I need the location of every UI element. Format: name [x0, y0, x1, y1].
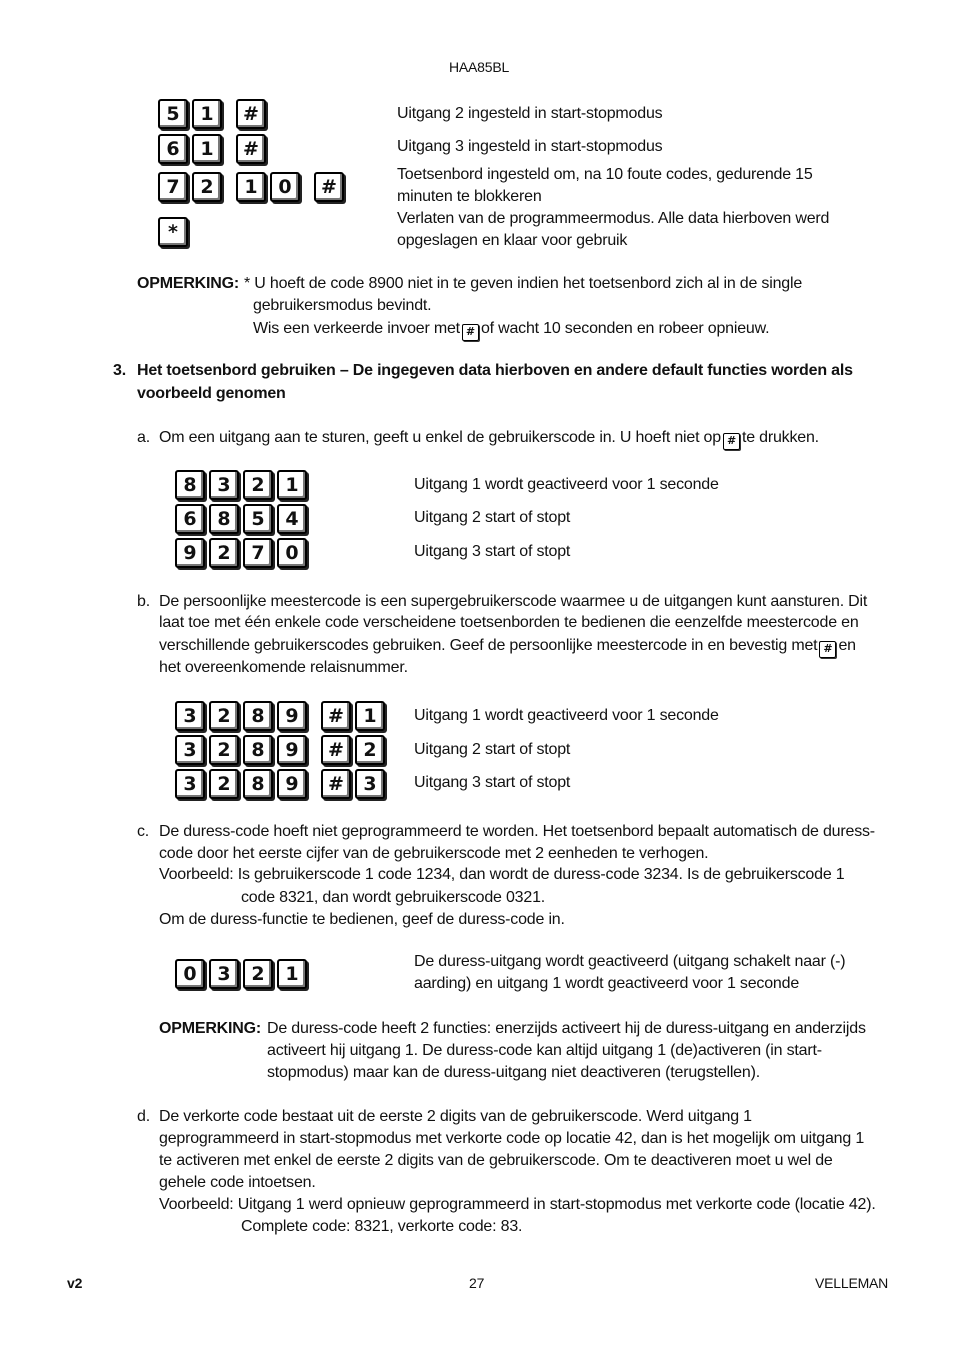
- row-description-line2: aarding) en uitgang 1 wordt geactiveerd voor 1 seconde: [414, 975, 800, 992]
- row-description: Uitgang 3 start of stopt: [414, 774, 571, 791]
- row-description: Uitgang 3 start of stopt: [414, 543, 571, 560]
- footer-brand: VELLEMAN: [815, 1275, 889, 1291]
- key: 2: [355, 735, 385, 765]
- note-label: OPMERKING:: [159, 1020, 262, 1037]
- row-description-line1: Toetsenbord ingesteld om, na 10 foute codes, gedurende 15: [397, 166, 813, 183]
- key-1: 1: [192, 134, 222, 164]
- key: 2: [243, 959, 273, 989]
- key-hash: #: [314, 172, 344, 202]
- key: 8: [209, 504, 239, 534]
- key: 3: [175, 769, 205, 799]
- key: 8: [243, 735, 273, 765]
- key: 1: [355, 701, 385, 731]
- key: 9: [277, 769, 307, 799]
- key: 4: [277, 504, 307, 534]
- note-line: stopmodus) maar kan de duress-uitgang niet deactiveren (terugstellen).: [267, 1064, 760, 1081]
- keypad-sequence: [175, 538, 311, 568]
- item-text: De verkorte code bestaat uit de eerste 2 digits van de gebruikerscode. Werd uitgang 1: [159, 1108, 752, 1125]
- key-7: 7: [158, 172, 188, 202]
- item-text: te activeren met enkel de eerste 2 digits van de gebruikerscode. Om te deactiveren moet u wel de: [159, 1152, 833, 1169]
- note-line: gebruikersmodus bevindt.: [253, 297, 432, 314]
- key: 2: [209, 701, 239, 731]
- item-text: code 8321, dan wordt gebruikerscode 0321.: [241, 889, 546, 906]
- key-hash: #: [236, 99, 266, 129]
- keypad-sequence: [175, 735, 389, 765]
- key: 3: [355, 769, 385, 799]
- row-description: Uitgang 2 start of stopt: [414, 509, 571, 526]
- hash-key-icon: #: [462, 324, 479, 341]
- item-text: [159, 635, 856, 658]
- page-number: 27: [469, 1275, 485, 1291]
- keypad-sequence-star: [158, 217, 192, 247]
- key: 5: [243, 504, 273, 534]
- item-text: laat toe met één enkele code verscheidene toetsenborden te bedienen die eenzelfde meestercode en: [159, 614, 859, 631]
- hash-key-icon: #: [723, 433, 740, 450]
- key-6: 6: [158, 134, 188, 164]
- key-5: 5: [158, 99, 188, 129]
- item-text: [159, 427, 819, 450]
- note-line: * U hoeft de code 8900 niet in te geven indien het toetsenbord zich al in de single: [244, 275, 803, 292]
- key: 8: [243, 769, 273, 799]
- key: 2: [209, 538, 239, 568]
- key: 3: [175, 735, 205, 765]
- item-text: code door het eerste cijfer van de gebruikerscode met 2 eenheden te verhogen.: [159, 845, 709, 862]
- key-hash: #: [236, 134, 266, 164]
- section-title: voorbeeld genomen: [137, 385, 286, 402]
- section-number: 3.: [113, 362, 126, 379]
- key: 2: [243, 470, 273, 500]
- key: 3: [175, 701, 205, 731]
- row-description: Uitgang 2 start of stopt: [414, 741, 571, 758]
- note-line: [253, 318, 769, 341]
- note-line: activeert hij uitgang 1. De duress-code kan altijd uitgang 1 (de)activeren (in start-: [267, 1042, 822, 1059]
- hash-key-icon: #: [819, 641, 836, 658]
- keypad-sequence-61: [158, 134, 270, 164]
- key-hash: #: [321, 701, 351, 731]
- key-2: 2: [192, 172, 222, 202]
- row-description-line2: opgeslagen en klaar voor gebruik: [397, 232, 628, 249]
- item-text: De duress-code hoeft niet geprogrammeerd te worden. Het toetsenbord bepaalt automatisch de duress-: [159, 823, 875, 840]
- key-star: *: [158, 217, 188, 247]
- key: 8: [243, 701, 273, 731]
- key: 0: [277, 538, 307, 568]
- keypad-sequence: [175, 769, 389, 799]
- key: 9: [277, 701, 307, 731]
- item-text-part: te drukken.: [741, 429, 819, 446]
- document-header: HAA85BL: [449, 59, 510, 75]
- key: 2: [209, 769, 239, 799]
- key: 9: [277, 735, 307, 765]
- section-title: Het toetsenbord gebruiken – De ingegeven data hierboven en andere default functies worden als: [137, 362, 853, 379]
- keypad-sequence: [175, 504, 311, 534]
- item-text-part: verschillende gebruikerscodes gebruiken. Geef de persoonlijke meestercode in en bevestig met: [159, 637, 818, 654]
- key: 3: [209, 470, 239, 500]
- key-1: 1: [192, 99, 222, 129]
- keypad-sequence-duress: [175, 959, 311, 989]
- key: 1: [277, 959, 307, 989]
- keypad-sequence: [175, 470, 311, 500]
- item-text: het overeenkomende relaisnummer.: [159, 659, 408, 676]
- keypad-sequence: [175, 701, 389, 731]
- note-label: OPMERKING:: [137, 275, 240, 292]
- key: 8: [175, 470, 205, 500]
- key: 7: [243, 538, 273, 568]
- item-marker: c.: [137, 823, 150, 840]
- item-text: Complete code: 8321, verkorte code: 83.: [241, 1218, 523, 1235]
- key: 1: [277, 470, 307, 500]
- row-description: Uitgang 1 wordt geactiveerd voor 1 seconde: [414, 476, 719, 493]
- key: 2: [209, 735, 239, 765]
- footer-version: v2: [67, 1275, 83, 1291]
- item-text: gehele code intoetsen.: [159, 1174, 316, 1191]
- item-text-part: en: [838, 637, 856, 654]
- key: 0: [175, 959, 205, 989]
- key-0: 0: [270, 172, 300, 202]
- item-text: De persoonlijke meestercode is een supergebruikerscode waarmee u de uitgangen kunt aansturen. Dit: [159, 593, 868, 610]
- keypad-sequence-7210: [158, 172, 348, 202]
- item-text-part: Om een uitgang aan te sturen, geeft u enkel de gebruikerscode in. U hoeft niet op: [159, 429, 721, 446]
- keypad-sequence-51: [158, 99, 270, 129]
- note-text: Wis een verkeerde invoer met: [253, 320, 460, 337]
- item-text: Voorbeeld: Is gebruikerscode 1 code 1234, dan wordt de duress-code 3234. Is de gebruikerscode 1: [159, 866, 845, 883]
- item-marker: d.: [137, 1108, 150, 1125]
- row-description: Uitgang 1 wordt geactiveerd voor 1 seconde: [414, 707, 719, 724]
- row-description-line1: Verlaten van de programmeermodus. Alle data hierboven werd: [397, 210, 830, 227]
- item-marker: b.: [137, 593, 150, 610]
- note-text: of wacht 10 seconden en robeer opnieuw.: [480, 320, 770, 337]
- key-1: 1: [236, 172, 266, 202]
- row-description-line2: minuten te blokkeren: [397, 188, 542, 205]
- row-description-line1: De duress-uitgang wordt geactiveerd (uitgang schakelt naar (-): [414, 953, 846, 970]
- key-hash: #: [321, 769, 351, 799]
- item-text: Voorbeeld: Uitgang 1 werd opnieuw geprogrammeerd in start-stopmodus met verkorte code (locatie 42).: [159, 1196, 876, 1213]
- row-description: Uitgang 2 ingesteld in start-stopmodus: [397, 105, 663, 122]
- key: 9: [175, 538, 205, 568]
- key: 6: [175, 504, 205, 534]
- item-text: geprogrammeerd in start-stopmodus met verkorte code op locatie 42, dan is het mogelijk om uitgang 1: [159, 1130, 865, 1147]
- key-hash: #: [321, 735, 351, 765]
- note-line: De duress-code heeft 2 functies: enerzijds activeert hij de duress-uitgang en anderzijds: [267, 1020, 866, 1037]
- row-description: Uitgang 3 ingesteld in start-stopmodus: [397, 138, 663, 155]
- key: 3: [209, 959, 239, 989]
- item-marker: a.: [137, 429, 150, 446]
- item-text: Om de duress-functie te bedienen, geef de duress-code in.: [159, 911, 565, 928]
